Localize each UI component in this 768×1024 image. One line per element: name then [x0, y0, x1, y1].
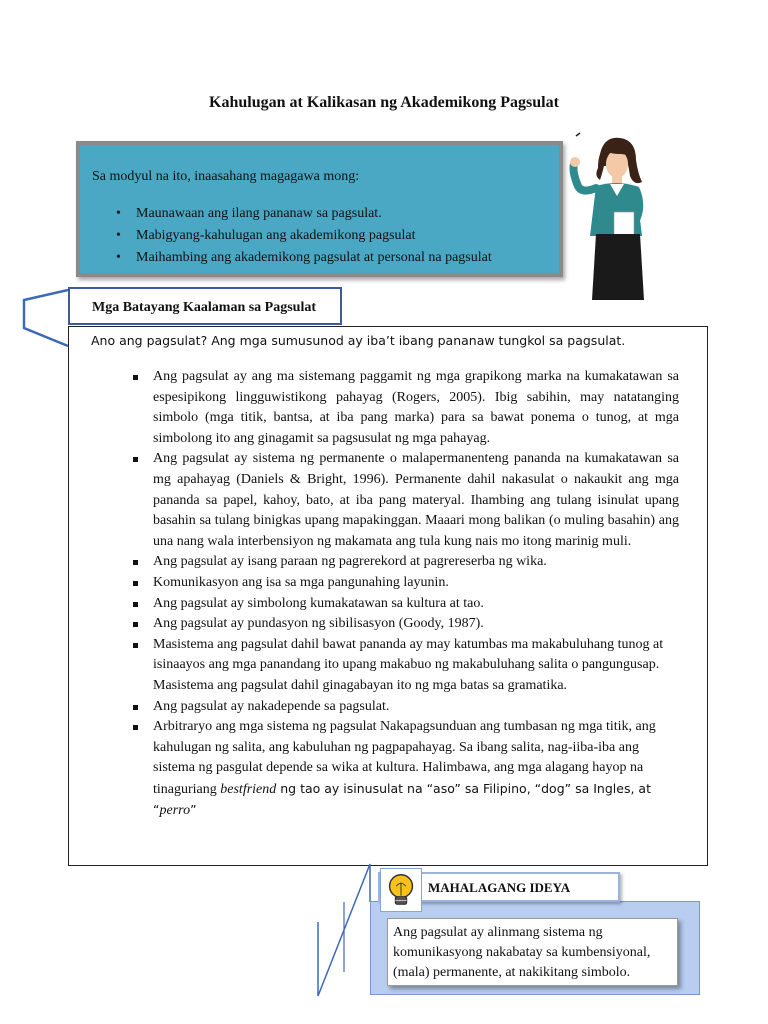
- section-heading-tab: [68, 287, 342, 325]
- views-list: [131, 367, 679, 822]
- objectives-box: [76, 141, 563, 277]
- list-item: Ang pagsulat ay ang ma sistemang paggamit ng mga grapikong marka na kumakatawan sa espesipikong lingguwistikong pahayag (Rogers, 2005). Ibig sabihin, may natatanging simbolo (mga titik, bantsa, at iba pang marka) para sa bawat ponema o tunog, at mga simbolong ito ang ginagamit sa pagsusulat ng mga pahayag.: [131, 367, 679, 449]
- list-item: Ang pagsulat ay nakadepende sa pagsulat.: [131, 697, 679, 718]
- section-heading: Mga Batayang Kaalaman sa Pagsulat: [92, 300, 317, 315]
- last-bullet-text-3: ”: [190, 802, 197, 818]
- list-item: Ang pagsulat ay sistema ng permanente o malapermanenteng pananda na kumakatawan sa mg apahayag (Daniels & Bright, 1996). Permanente dahil nakasulat o nakaukit ang mga pananda sa papel, kahoy, bato, at iba pang materyal. Ihambing ang tulang isinulat upang basahin sa tulang binigkas upang mapakinggan. Maaari mong balikan (o muling basahin) ang una nang wala interbensiyon ng makamata ang tula kung nais mo itong marinig muli.: [131, 449, 679, 552]
- list-item: Masistema ang pagsulat dahil bawat pananda ay may katumbas ma makabuluhang tunog at isinaayos ang mga panandang ito upang makabuo ng makabuluhang salita o pangungusap. Masistema ang pagsulat dahil ginagabayan ito ng mga batas sa gramatika.: [131, 635, 679, 697]
- last-bullet-text-1: Arbitraryo ang mga sistema ng pagsulat Nakapagsunduan ang tumbasan ng mga titik, ang kahulugan ng salita, ang kabuluhan ng pagpapahayag. Sa ibang salita, nag-iiba-iba ang sistema ng pasgulat depende sa wika at kultura. Halimbawa, ang mga alagang hayop na tinaguriang: [153, 719, 656, 797]
- objective-item: • Maihambing ang akademikong pagsulat at personal na pagsulat: [94, 247, 492, 269]
- page-title: Kahulugan at Kalikasan ng Akademikong Pagsulat: [209, 94, 559, 111]
- idea-card: [387, 918, 678, 986]
- idea-heading: MAHALAGANG IDEYA: [428, 880, 571, 895]
- list-item: Ang pagsulat ay simbolong kumakatawan sa kultura at tao.: [131, 594, 679, 615]
- bulb-box: [380, 868, 422, 912]
- last-bullet-text-2: ng tao ay isinusulat na “aso” sa Filipino, “dog” sa Ingles, at “: [153, 780, 651, 818]
- objective-item: • Maunawaan ang ilang pananaw sa pagsulat.: [94, 203, 492, 225]
- last-bullet-italic-1: bestfriend: [220, 781, 277, 797]
- content-box: [68, 326, 708, 866]
- list-item-last: [131, 717, 679, 822]
- lightbulb-icon: [381, 869, 421, 911]
- objectives-list: [94, 203, 492, 269]
- section-question: Ano ang pagsulat? Ang mga sumusunod ay iba’t ibang pananaw tungkol sa pagsulat.: [91, 333, 626, 348]
- list-item: Ang pagsulat ay isang paraan ng pagrerekord at pagrereserba ng wika.: [131, 552, 679, 573]
- objectives-intro: Sa modyul na ito, inaasahang magagawa mong:: [92, 169, 360, 184]
- idea-text: Ang pagsulat ay alinmang sistema ng komunikasyong nakabatay sa kumbensiyonal, (mala) permanente, at nakikitang simbolo.: [393, 925, 651, 980]
- teacher-illustration: [566, 130, 664, 306]
- objective-item: • Mabigyang-kahulugan ang akademikong pagsulat: [94, 225, 492, 247]
- list-item: Komunikasyon ang isa sa mga pangunahing layunin.: [131, 573, 679, 594]
- list-item: Ang pagsulat ay pundasyon ng sibilisasyon (Goody, 1987).: [131, 614, 679, 635]
- last-bullet-italic-2: perro: [159, 803, 191, 819]
